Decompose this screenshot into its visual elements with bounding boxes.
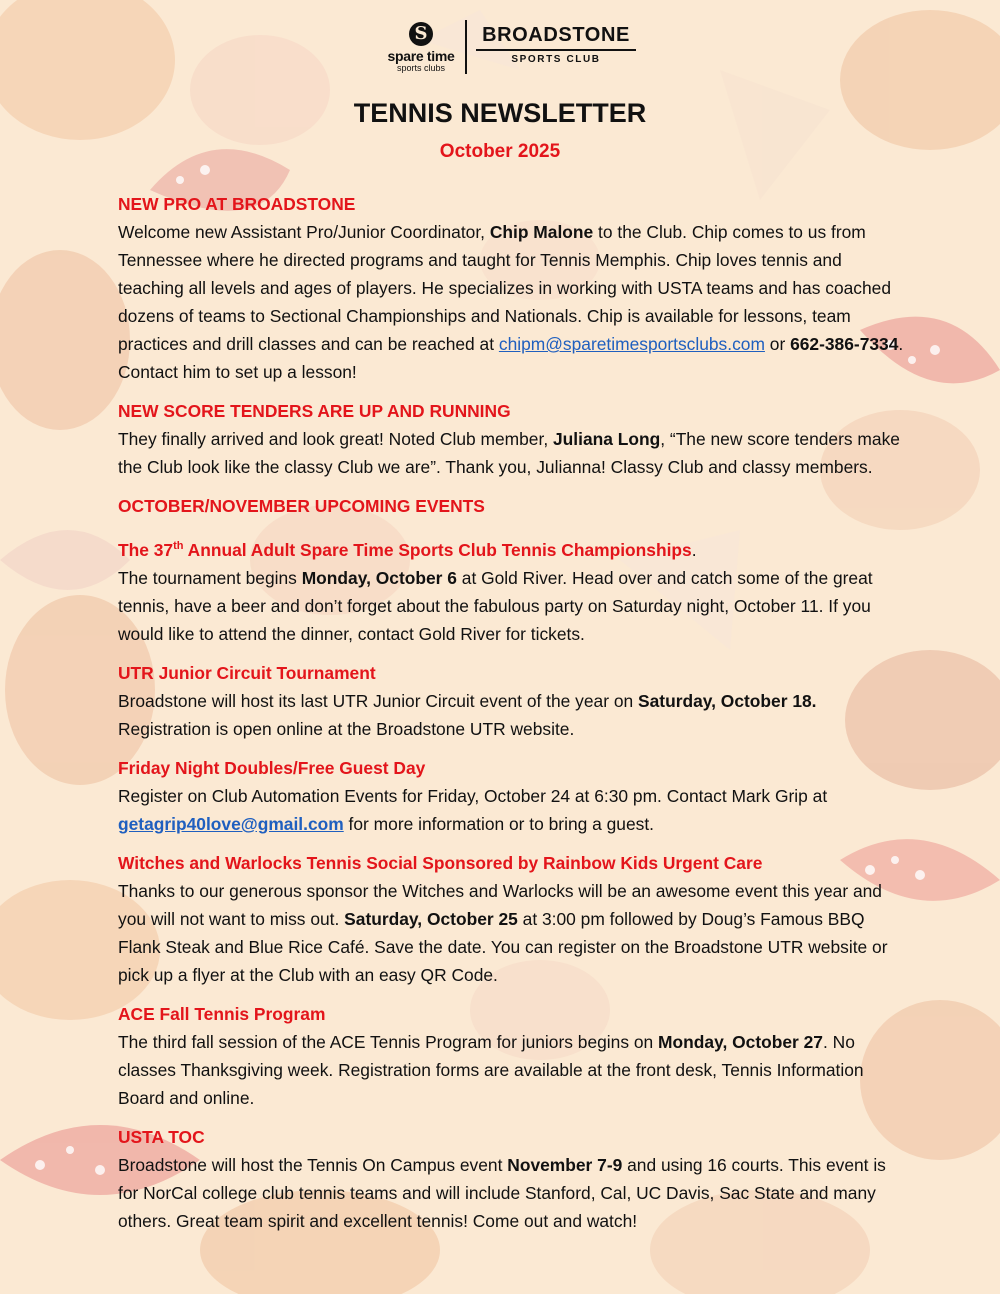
page-subtitle: October 2025 <box>439 141 561 162</box>
logo-divider <box>465 20 467 74</box>
section-friday-doubles <box>118 754 908 838</box>
body-text: or <box>764 334 791 354</box>
body-text: , “The new score tenders make the Club look like the classy Club we are”. Thank you, Julianna! Classy Club and classy members. <box>118 429 900 477</box>
section-heading: Friday Night Doubles/Free Guest Day <box>118 758 426 778</box>
section-score-tenders <box>118 397 908 481</box>
heading-period: . <box>691 540 697 560</box>
section-utr <box>118 659 908 743</box>
spare-time-mark-icon: S <box>409 22 433 46</box>
section-usta-toc <box>118 1123 908 1235</box>
body-text: Register on Club Automation Events for Friday, October 24 at 6:30 pm. Contact Mark Grip at <box>118 786 828 806</box>
section-heading: NEW SCORE TENDERS ARE UP AND RUNNING <box>118 401 511 421</box>
section-body <box>118 782 908 838</box>
section-championships <box>118 536 908 648</box>
section-heading <box>118 540 692 560</box>
phone-number: 662-386-7334 <box>790 334 899 354</box>
section-heading: Witches and Warlocks Tennis Social Sponsored by Rainbow Kids Urgent Care <box>118 853 763 873</box>
section-new-pro <box>118 190 908 386</box>
event-date: November 7-9 <box>507 1155 623 1175</box>
body-text: The third fall session of the ACE Tennis Program for juniors begins on <box>118 1032 659 1052</box>
body-text: Welcome new Assistant Pro/Junior Coordinator, <box>118 222 490 242</box>
event-date: Saturday, October 25 <box>344 909 518 929</box>
email-link[interactable]: chipm@sparetimesportsclubs.com <box>498 334 765 354</box>
section-heading: USTA TOC <box>118 1127 205 1147</box>
body-text: The tournament begins <box>118 568 302 588</box>
section-upcoming-events <box>118 492 908 520</box>
page-title: TENNIS NEWSLETTER <box>353 98 647 128</box>
body-text: . No classes Thanksgiving week. Registration forms are available at the front desk, Tennis Information Board and online. <box>118 1032 864 1108</box>
body-text: for more information or to bring a guest. <box>343 814 654 834</box>
event-date: Saturday, October 18. <box>638 691 817 711</box>
broadstone-logo <box>476 24 636 65</box>
heading-text: Annual Adult Spare Time Sports Club Tennis Championships <box>183 540 692 560</box>
section-heading: OCTOBER/NOVEMBER UPCOMING EVENTS <box>118 496 485 516</box>
heading-superscript: th <box>173 540 184 553</box>
body-text: They finally arrived and look great! Noted Club member, <box>118 429 553 449</box>
spare-time-logo <box>382 22 460 73</box>
broadstone-subtitle: SPORTS CLUB <box>511 54 601 65</box>
body-text: Broadstone will host its last UTR Junior Circuit event of the year on <box>118 691 639 711</box>
section-heading-line <box>118 536 908 564</box>
section-witches-warlocks <box>118 849 908 989</box>
broadstone-name: BROADSTONE <box>476 24 636 51</box>
spare-time-name: spare time <box>387 48 455 64</box>
body-text: Registration is open online at the Broadstone UTR website. <box>118 719 575 739</box>
event-date: Monday, October 6 <box>301 568 457 588</box>
section-body <box>118 218 908 386</box>
section-body <box>118 1028 908 1112</box>
section-ace-program <box>118 1000 908 1112</box>
body-text: at 3:00 pm followed by Doug’s Famous BBQ Flank Steak and Blue Rice Café. Save the date. You can register on the Broadstone UTR website or pick up a flyer at the Club with an easy QR Code. <box>118 909 888 985</box>
section-heading: NEW PRO AT BROADSTONE <box>118 194 356 214</box>
newsletter-content <box>118 190 908 1246</box>
section-heading: ACE Fall Tennis Program <box>118 1004 326 1024</box>
body-text: to the Club. Chip comes to us from Tennessee where he directed programs and taught for Tennis Memphis. Chip loves tennis and teaching all levels and ages of players. He specializes in working with USTA teams and has coached dozens of teams to Sectional Championships and Nationals. Chip is available for lessons, team practices and drill classes and can be reached at <box>118 222 892 354</box>
pro-name: Chip Malone <box>489 222 594 242</box>
email-link[interactable]: getagrip40love@gmail.com <box>118 814 344 834</box>
body-text: at Gold River. Head over and catch some of the great tennis, have a beer and don’t forget about the fabulous party on Saturday night, October 11. If you would like to attend the dinner, contact Gold River for tickets. <box>118 568 873 644</box>
body-text: Broadstone will host the Tennis On Campus event <box>118 1155 508 1175</box>
section-body <box>118 564 908 648</box>
section-heading: UTR Junior Circuit Tournament <box>118 663 376 683</box>
section-body <box>118 425 908 481</box>
header-logos <box>0 20 1000 76</box>
event-date: Monday, October 27 <box>658 1032 823 1052</box>
member-name: Juliana Long <box>552 429 661 449</box>
spare-time-subtitle: sports clubs <box>396 63 446 73</box>
section-body <box>118 1151 908 1235</box>
body-text: and using 16 courts. This event is for NorCal college club tennis teams and will include Stanford, Cal, UC Davis, Sac State and many others. Great team spirit and excellent tennis! Come out and watch! <box>118 1155 886 1231</box>
body-text: . Contact him to set up a lesson! <box>118 334 904 382</box>
heading-text: The 37 <box>118 540 174 560</box>
section-body <box>118 877 908 989</box>
body-text: Thanks to our generous sponsor the Witches and Warlocks will be an awesome event this year and you will not want to miss out. <box>118 881 882 929</box>
section-body <box>118 687 908 743</box>
